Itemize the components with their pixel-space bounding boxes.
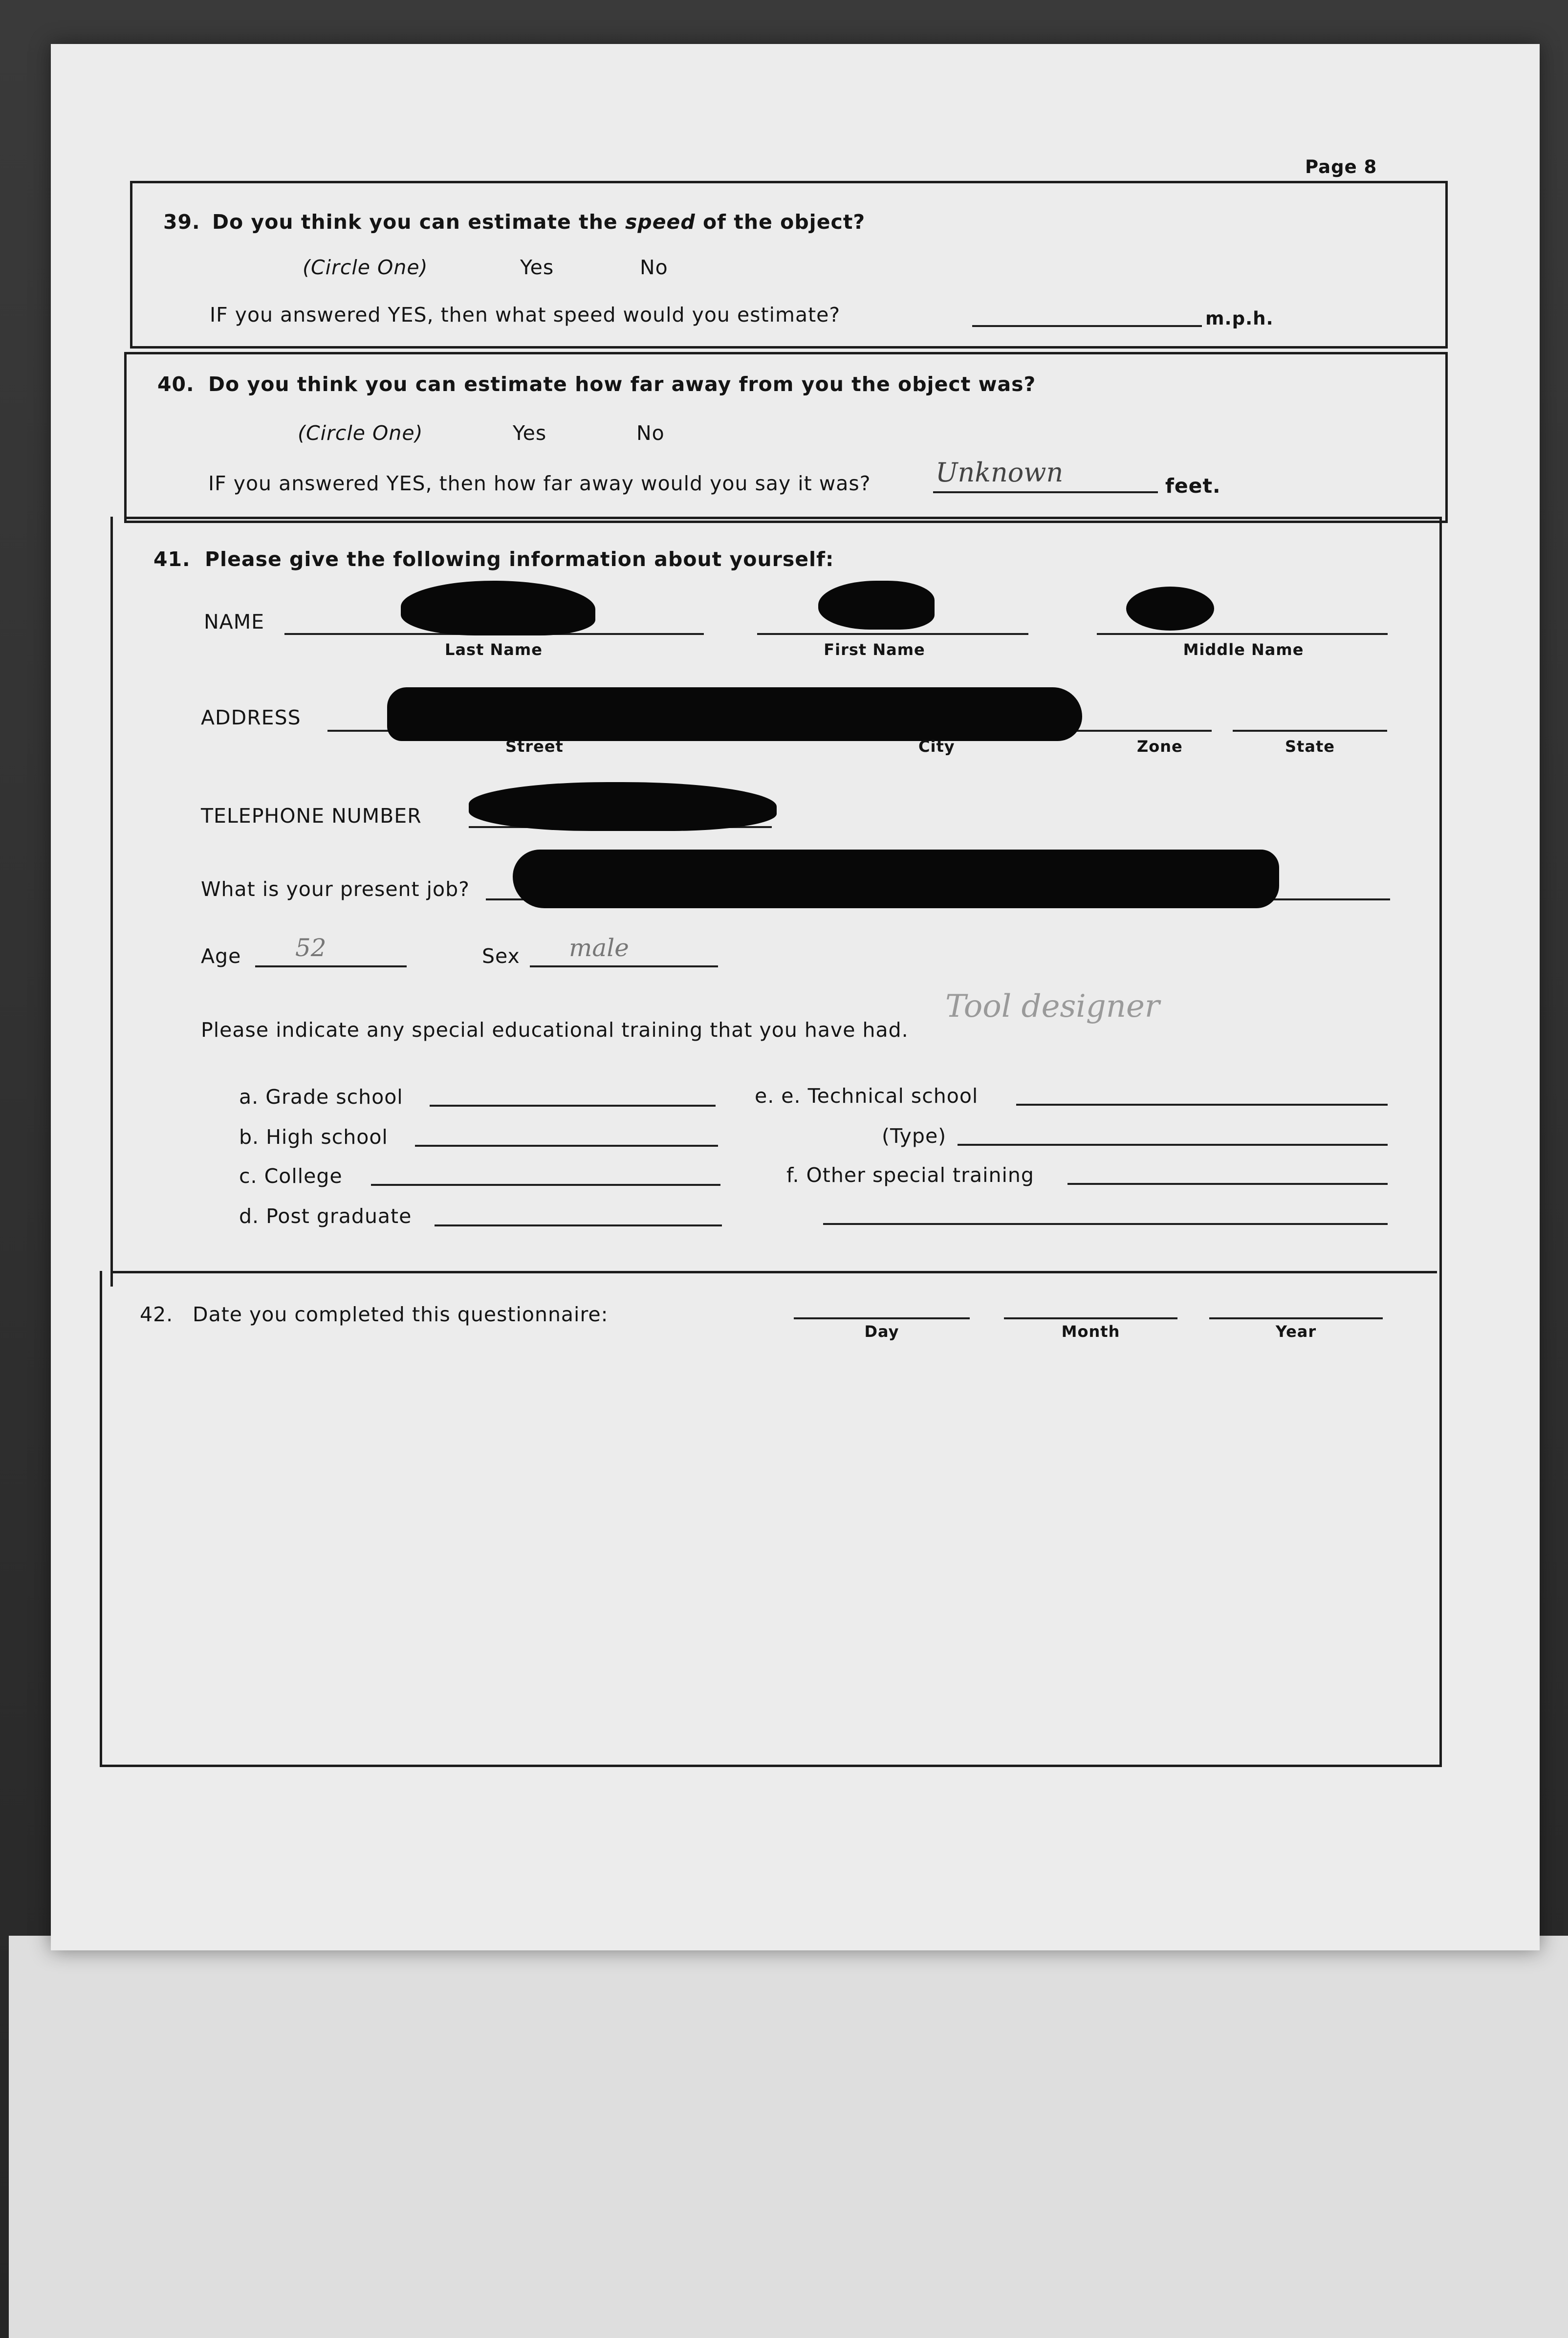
q39-number: 39. <box>163 210 200 234</box>
first-name-caption: First Name <box>824 640 925 659</box>
q39-unit: m.p.h. <box>1205 308 1274 329</box>
middle-name-caption: Middle Name <box>1183 640 1304 659</box>
edu-college-label: c. College <box>239 1164 343 1188</box>
sex-label: Sex <box>482 944 520 968</box>
q42-year-caption: Year <box>1275 1322 1317 1341</box>
edu-technical-school-label: e. e. Technical school <box>755 1084 979 1108</box>
q40-no-option[interactable]: No <box>636 421 665 445</box>
q42-month-caption: Month <box>1061 1322 1120 1341</box>
address-zone-line[interactable] <box>1120 730 1212 732</box>
edu-type-line[interactable] <box>958 1144 1388 1146</box>
telephone-label: TELEPHONE NUMBER <box>201 804 422 828</box>
q42-day-line[interactable] <box>794 1317 970 1319</box>
edu-post-graduate-label: d. Post graduate <box>239 1204 412 1228</box>
sex-value: male <box>569 934 629 962</box>
q42-day-caption: Day <box>864 1322 899 1341</box>
state-caption: State <box>1285 737 1335 756</box>
job-label: What is your present job? <box>201 877 470 901</box>
first-name-line[interactable] <box>757 633 1028 635</box>
q41-number: 41. <box>153 547 191 571</box>
redaction-middle-name <box>1126 587 1214 631</box>
redaction-last-name <box>401 581 595 635</box>
middle-name-line[interactable] <box>1097 633 1388 635</box>
age-line[interactable] <box>255 965 407 967</box>
edu-high-school-label: b. High school <box>239 1125 388 1149</box>
street-caption: Street <box>505 737 564 756</box>
name-label: NAME <box>204 610 264 634</box>
edu-post-graduate-line[interactable] <box>435 1224 722 1226</box>
q40-yes-option[interactable]: Yes <box>513 421 547 445</box>
edu-grade-school-line[interactable] <box>430 1105 716 1107</box>
q39-circle-one: (Circle One) <box>303 256 428 279</box>
q40-unit: feet. <box>1165 474 1221 498</box>
q40-followup: IF you answered YES, then how far away would you say it was? <box>208 472 871 495</box>
q40-number: 40. <box>157 372 195 396</box>
address-label: ADDRESS <box>201 706 301 729</box>
edu-other-label: f. Other special training <box>786 1163 1034 1187</box>
edu-high-school-line[interactable] <box>415 1145 718 1147</box>
city-caption: City <box>918 737 955 756</box>
underlying-sheet <box>9 1936 1568 2338</box>
q39-question <box>212 210 865 234</box>
q40-circle-one: (Circle One) <box>298 421 423 445</box>
q40-distance-answer: Unknown <box>936 457 1064 488</box>
job-note: Tool designer <box>945 988 1160 1025</box>
edu-college-line[interactable] <box>371 1184 720 1186</box>
q39-followup: IF you answered YES, then what speed would you estimate? <box>210 303 841 327</box>
q42-year-line[interactable] <box>1209 1317 1383 1319</box>
q42-prompt: Date you completed this questionnaire: <box>193 1303 609 1326</box>
zone-caption: Zone <box>1137 737 1183 756</box>
form-page <box>51 44 1540 1950</box>
q42-month-line[interactable] <box>1004 1317 1177 1319</box>
edu-grade-school-label: a. Grade school <box>239 1085 403 1109</box>
edu-technical-school-line[interactable] <box>1016 1104 1388 1106</box>
edu-type-label: (Type) <box>882 1124 947 1148</box>
redaction-job <box>513 850 1279 908</box>
address-state-line[interactable] <box>1233 730 1387 732</box>
education-prompt: Please indicate any special educational training that you have had. <box>201 1018 909 1042</box>
q39-yes-option[interactable]: Yes <box>520 256 554 279</box>
q39-speed-line[interactable] <box>972 325 1202 327</box>
q42-number: 42. <box>140 1303 174 1326</box>
edu-other-line[interactable] <box>1067 1183 1388 1185</box>
page-label: Page 8 <box>1305 156 1377 177</box>
q39-question-prefix: Do you think you can estimate the <box>212 210 618 234</box>
q39-question-emph: speed <box>625 210 696 234</box>
redaction-telephone <box>469 782 777 831</box>
age-value: 52 <box>295 934 327 962</box>
redaction-address <box>387 687 1082 741</box>
q40-question: Do you think you can estimate how far away from you the object was? <box>208 372 1036 396</box>
edu-other-line-2[interactable] <box>823 1223 1388 1225</box>
q42-box <box>100 1271 1442 1767</box>
q40-distance-line[interactable] <box>933 491 1158 493</box>
q41-prompt: Please give the following information about yourself: <box>205 547 834 571</box>
age-label: Age <box>201 944 241 968</box>
q39-question-suffix: of the object? <box>703 210 866 234</box>
last-name-caption: Last Name <box>445 640 543 659</box>
redaction-first-name <box>818 581 935 630</box>
sex-line[interactable] <box>530 965 718 967</box>
q39-no-option[interactable]: No <box>640 256 668 279</box>
